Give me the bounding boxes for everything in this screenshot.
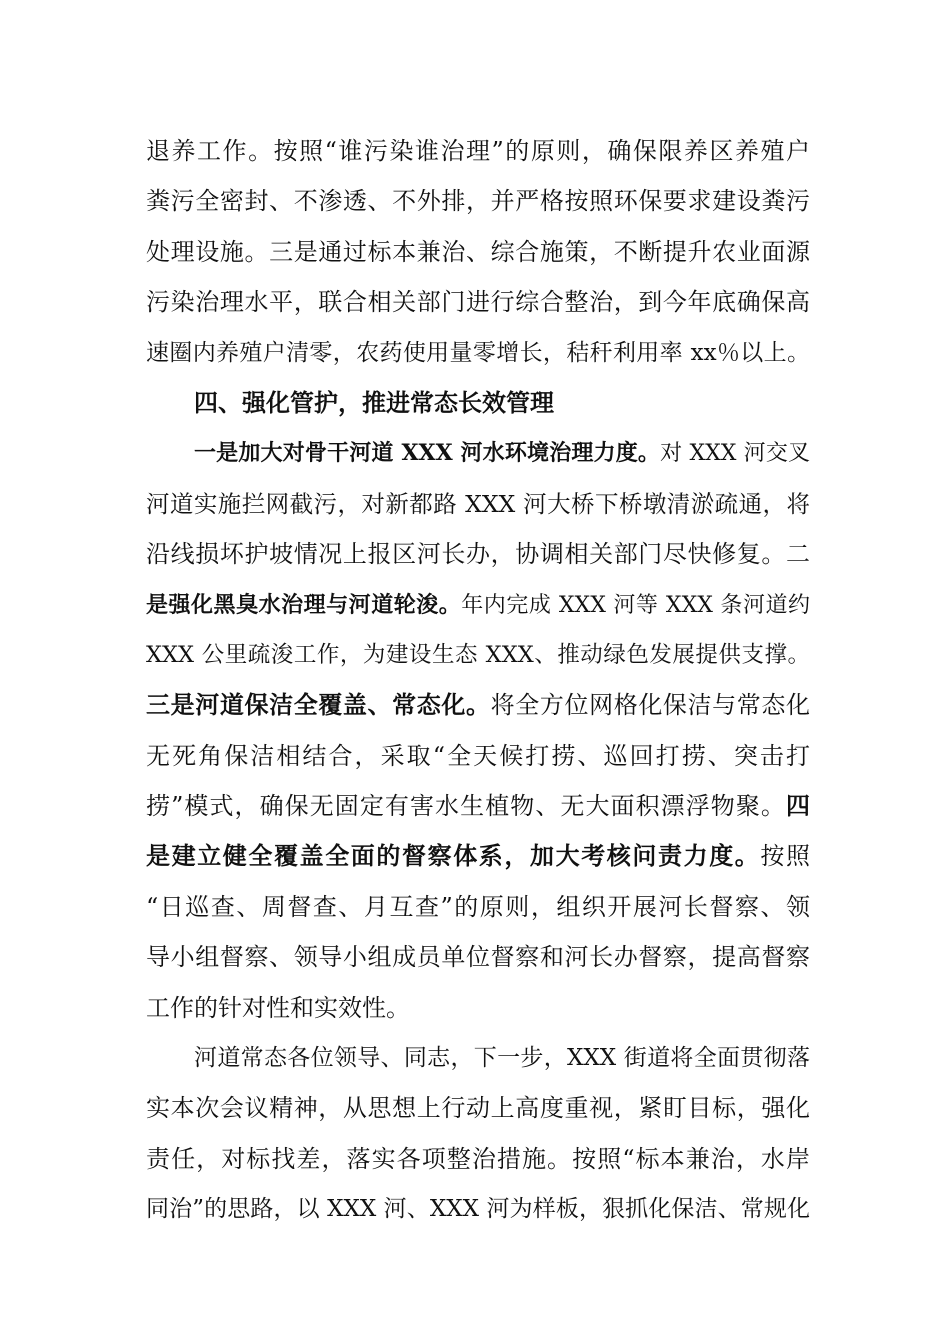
text-line bbox=[146, 479, 810, 529]
text-segment: 污染治理水平，联合相关部门进行综合整治，到今年底确保高 bbox=[146, 288, 810, 317]
text-line bbox=[146, 680, 810, 730]
text-line bbox=[146, 1083, 810, 1133]
text-line bbox=[146, 932, 810, 982]
text-line bbox=[146, 882, 810, 932]
text-line bbox=[146, 277, 810, 327]
text-segment: 沿线损坏护坡情况上报区河长办，协调相关部门尽快修复。二 bbox=[146, 540, 810, 569]
text-segment: 对 XXX 河交叉 bbox=[660, 441, 810, 467]
text-line bbox=[146, 831, 810, 881]
text-line bbox=[146, 630, 810, 680]
text-segment: 按照 bbox=[760, 842, 810, 871]
text-segment-bold: 一是加大对骨干河道 XXX 河水环境治理力度。 bbox=[194, 440, 661, 467]
text-line bbox=[146, 1033, 810, 1083]
text-line bbox=[146, 983, 810, 1033]
text-line bbox=[146, 126, 810, 176]
text-line bbox=[146, 781, 810, 831]
text-line bbox=[146, 227, 810, 277]
text-line bbox=[146, 328, 810, 378]
text-segment-bold: 四 bbox=[786, 791, 810, 821]
text-segment: 粪污全密封、不渗透、不外排，并严格按照环保要求建设粪污 bbox=[146, 187, 810, 216]
text-line bbox=[146, 580, 810, 630]
text-segment: 河道实施拦网截污，对新都路 XXX 河大桥下桥墩清淤疏通，将 bbox=[146, 489, 810, 518]
text-segment: 工作的针对性和实效性。 bbox=[146, 993, 410, 1022]
text-segment: 导小组督察、领导小组成员单位督察和河长办督察，提高督察 bbox=[146, 943, 810, 972]
text-segment: 退养工作。按照“谁污染谁治理”的原则，确保限养区养殖户 bbox=[146, 137, 810, 165]
text-segment: 将全方位网格化保洁与常态化 bbox=[490, 691, 810, 720]
text-segment-bold: 是建立健全覆盖全面的督察体系，加大考核问责力度。 bbox=[146, 841, 761, 871]
heading-text: 四、强化管护，推进常态长效管理 bbox=[194, 387, 554, 417]
text-line bbox=[146, 428, 810, 478]
text-line bbox=[146, 176, 810, 226]
text-line bbox=[146, 1184, 810, 1234]
text-segment: 责任，对标找差，落实各项整治措施。按照“标本兼治，水岸 bbox=[146, 1144, 810, 1173]
document-body bbox=[146, 126, 810, 1235]
text-segment-bold: 三是河道保洁全覆盖、常态化。 bbox=[146, 690, 491, 720]
text-segment: “日巡查、周督查、月互查”的原则，组织开展河长督察、领 bbox=[146, 892, 810, 921]
text-segment: 年内完成 XXX 河等 XXX 条河道约 bbox=[461, 592, 810, 618]
text-segment: 速圈内养殖户清零，农药使用量零增长，秸秆利用率 xx％以上。 bbox=[146, 339, 810, 366]
text-segment: 河道常态各位领导、同志，下一步，XXX 街道将全面贯彻落 bbox=[194, 1045, 810, 1072]
text-line bbox=[146, 731, 810, 781]
text-line bbox=[146, 1134, 810, 1184]
text-segment: 同治”的思路，以 XXX 河、XXX 河为样板，狠抓化保洁、常规化 bbox=[146, 1196, 810, 1223]
text-segment: 实本次会议精神，从思想上行动上高度重视，紧盯目标，强化 bbox=[146, 1094, 810, 1123]
section-heading bbox=[146, 378, 810, 428]
text-line bbox=[146, 529, 810, 579]
text-segment: 处理设施。三是通过标本兼治、综合施策，不断提升农业面源 bbox=[146, 237, 810, 266]
text-segment: 捞”模式，确保无固定有害水生植物、无大面积漂浮物聚。 bbox=[146, 792, 786, 821]
text-segment-bold: 是强化黑臭水治理与河道轮浚。 bbox=[146, 591, 462, 618]
text-segment: XXX 公里疏浚工作，为建设生态 XXX、推动绿色发展提供支撑。 bbox=[146, 641, 810, 668]
text-segment: 无死角保洁相结合，采取“全天候打捞、巡回打捞、突击打 bbox=[146, 741, 810, 770]
